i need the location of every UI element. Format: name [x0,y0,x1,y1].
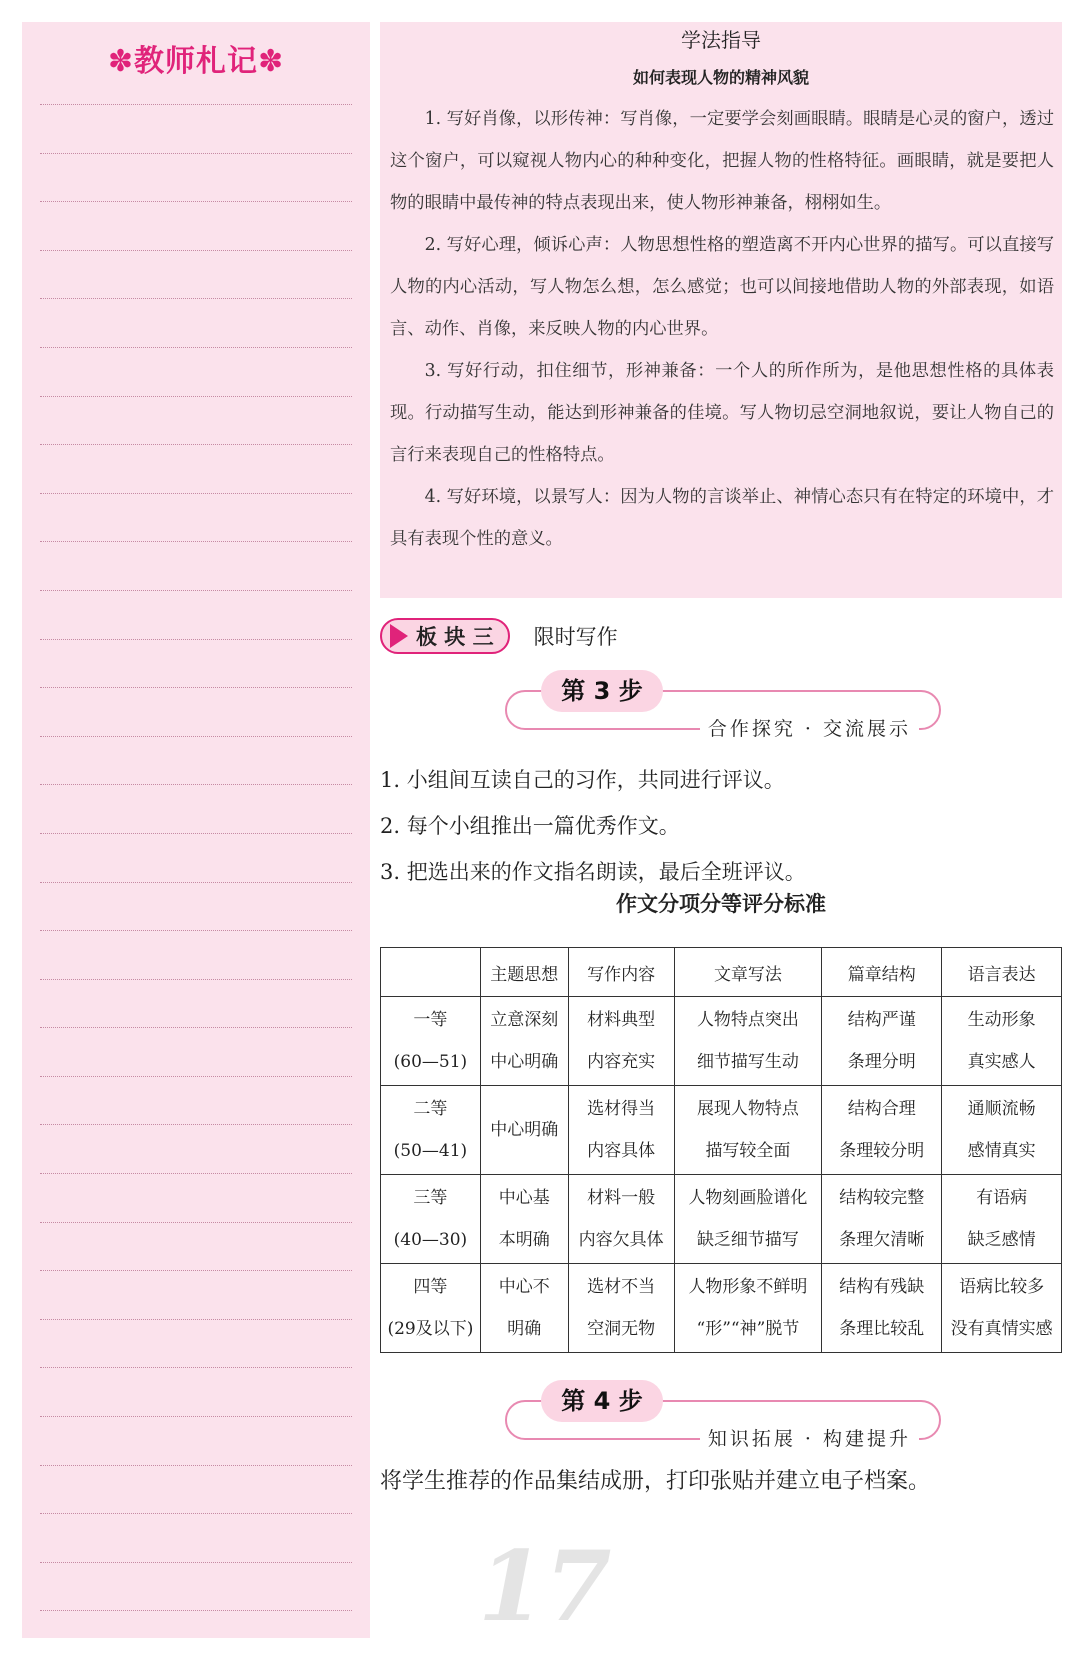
cell-text: 内容具体 [587,1141,656,1161]
grade-name: 三等 [413,1188,448,1208]
cell-text: 细节描写生动 [696,1052,799,1072]
structure-cell [822,1175,942,1264]
rubric-row [381,1086,1062,1175]
note-line [40,153,352,154]
cell-text: 条理分明 [847,1052,916,1072]
guide-paragraph: 2. 写好心理，倾诉心声：人物思想性格的塑造离不开内心世界的描写。可以直接写人物的内心活动，写人物怎么想，怎么感觉；也可以间接地借助人物的外部表现，如语言、动作、肖像，来反映人物的内心世界。 [390,235,1054,339]
grade-name: 四等 [413,1277,448,1297]
rubric-header-cell: 语言表达 [942,948,1062,997]
note-line [40,590,352,591]
cell-text: 条理欠清晰 [839,1230,925,1250]
structure-cell [822,1086,942,1175]
cell-text: 空洞无物 [587,1319,656,1339]
note-line [40,687,352,688]
cell-text: 通顺流畅 [967,1099,1036,1119]
note-line [40,1319,352,1320]
play-icon [390,624,408,648]
grade-range: (40—30) [393,1230,468,1250]
note-line [40,1173,352,1174]
step4-text: 将学生推荐的作品集结成册，打印张贴并建立电子档案。 [380,1469,931,1494]
note-line [40,833,352,834]
study-guide-box [380,22,1062,598]
guide-paragraph: 3. 写好行动，扣住细节，形神兼备：一个人的所作所为，是他思想性格的具体表现。行动描写生动，能达到形神兼备的佳境。写人物切忌空洞地叙说，要让人物自己的言行来表现自己的性格特点。 [390,361,1054,465]
note-line [40,444,352,445]
cell-text: 本明确 [498,1230,550,1250]
guide-paragraph: 1. 写好肖像，以形传神：写肖像，一定要学会刻画眼睛。眼睛是心灵的窗户，透过这个窗户，可以窥视人物内心的种种变化，把握人物的性格特征。画眼睛，就是要把人物的眼睛中最传神的特点表现出来，使人物形神兼备，栩栩如生。 [390,109,1054,213]
cell-text: 语病比较多 [959,1277,1045,1297]
note-line [40,1465,352,1466]
note-line [40,882,352,883]
cell-text: 内容欠具体 [578,1230,664,1250]
language-cell [942,997,1062,1086]
teacher-notes-title: ✽教师札记✽ [107,44,285,79]
teacher-notes-panel [22,22,370,1638]
step3-label: 第 3 步 [541,670,663,712]
grade-cell [381,1175,481,1264]
study-guide-heading: 学法指导 [681,28,761,52]
step4-label: 第 4 步 [541,1380,663,1422]
grade-range: (60—51) [393,1052,468,1072]
cell-text: 结构合理 [847,1099,916,1119]
cell-text: 中心明确 [490,1052,559,1072]
method-cell [674,1264,822,1353]
note-line [40,979,352,980]
note-line [40,201,352,202]
structure-cell [822,1264,942,1353]
note-line [40,1367,352,1368]
rubric-header-row [381,948,1062,997]
cell-text: 中心不 [498,1277,550,1297]
note-line [40,1124,352,1125]
theme-cell [480,1264,568,1353]
note-line [40,1222,352,1223]
note-line [40,541,352,542]
step3-caption: 合作探究 · 交流展示 [700,714,919,741]
cell-text: 材料一般 [587,1188,656,1208]
rubric-header-cell: 文章写法 [674,948,822,997]
note-line [40,1610,352,1611]
section-title: 限时写作 [533,625,618,649]
note-line [40,250,352,251]
note-line [40,298,352,299]
note-line [40,493,352,494]
cell-text: 真实感人 [967,1052,1036,1072]
cell-text: 人物刻画脸谱化 [688,1188,808,1208]
cell-text: 展现人物特点 [696,1099,799,1119]
note-line [40,1562,352,1563]
section-header [380,618,618,654]
cell-text: 材料典型 [587,1010,656,1030]
note-line [40,347,352,348]
grade-name: 二等 [413,1099,448,1119]
method-cell [674,1086,822,1175]
language-cell [942,1264,1062,1353]
cell-text: 条理比较乱 [839,1319,925,1339]
grade-range: (50—41) [393,1141,468,1161]
step4-caption: 知识拓展 · 构建提升 [700,1424,919,1451]
cell-text: 有语病 [976,1188,1028,1208]
cell-text: 立意深刻 [490,1010,559,1030]
page-number: 17 [478,1530,612,1643]
rubric-header-cell: 写作内容 [568,948,674,997]
note-line [40,1416,352,1417]
theme-cell [480,1175,568,1264]
language-cell [942,1175,1062,1264]
cell-text: 结构严谨 [847,1010,916,1030]
grade-cell [381,1264,481,1353]
cell-text: 没有真情实感 [950,1319,1053,1339]
step3-list [380,757,1060,895]
cell-text: 缺乏感情 [967,1230,1036,1250]
theme-cell [480,1086,568,1175]
study-guide-subtitle: 如何表现人物的精神风貌 [632,68,809,87]
cell-text: 人物形象不鲜明 [688,1277,808,1297]
note-line [40,1513,352,1514]
grade-range: (29及以下) [387,1319,474,1339]
method-cell [674,1175,822,1264]
cell-text: 选材得当 [587,1099,656,1119]
note-line [40,784,352,785]
step3-item: 3. 把选出来的作文指名朗读，最后全班评议。 [380,860,806,884]
section-badge-label: 板 块 三 [416,625,494,649]
content-cell [568,1264,674,1353]
cell-text: 内容充实 [587,1052,656,1072]
note-line [40,396,352,397]
note-line [40,930,352,931]
study-guide-body [380,88,1062,560]
cell-text: 感情真实 [967,1141,1036,1161]
rubric-row [381,997,1062,1086]
rubric-header-cell: 篇章结构 [822,948,942,997]
method-cell [674,997,822,1086]
rubric-header-cell [381,948,481,997]
note-line [40,1076,352,1077]
note-line [40,1270,352,1271]
structure-cell [822,997,942,1086]
language-cell [942,1086,1062,1175]
cell-text: 中心基 [498,1188,550,1208]
theme-cell [480,997,568,1086]
step3-item: 1. 小组间互读自己的习作，共同进行评议。 [380,768,785,792]
content-cell [568,997,674,1086]
note-line [40,736,352,737]
cell-text: 结构较完整 [839,1188,925,1208]
cell-text: “形”“神”脱节 [696,1319,800,1339]
grade-cell [381,1086,481,1175]
cell-text: 生动形象 [967,1010,1036,1030]
cell-text: 明确 [507,1319,542,1339]
cell-text: 中心明确 [490,1120,559,1140]
step3-item: 2. 每个小组推出一篇优秀作文。 [380,814,680,838]
note-line [40,1027,352,1028]
grade-name: 一等 [413,1010,448,1030]
step4-banner [505,1378,945,1448]
rubric-header-cell: 主题思想 [480,948,568,997]
cell-text: 人物特点突出 [696,1010,799,1030]
note-line [40,104,352,105]
guide-paragraph: 4. 写好环境，以景写人：因为人物的言谈举止、神情心态只有在特定的环境中，才具有表现个性的意义。 [390,487,1054,549]
note-line [40,639,352,640]
rubric-row [381,1175,1062,1264]
content-cell [568,1086,674,1175]
rubric-title: 作文分项分等评分标准 [616,892,826,916]
cell-text: 结构有残缺 [839,1277,925,1297]
note-lines [40,104,352,1659]
grade-cell [381,997,481,1086]
rubric-row [381,1264,1062,1353]
cell-text: 缺乏细节描写 [696,1230,799,1250]
rubric-table [380,947,1062,1353]
step3-banner [505,668,945,738]
cell-text: 描写较全面 [705,1141,791,1161]
cell-text: 选材不当 [587,1277,656,1297]
cell-text: 条理较分明 [839,1141,925,1161]
content-cell [568,1175,674,1264]
section-badge [380,618,510,654]
